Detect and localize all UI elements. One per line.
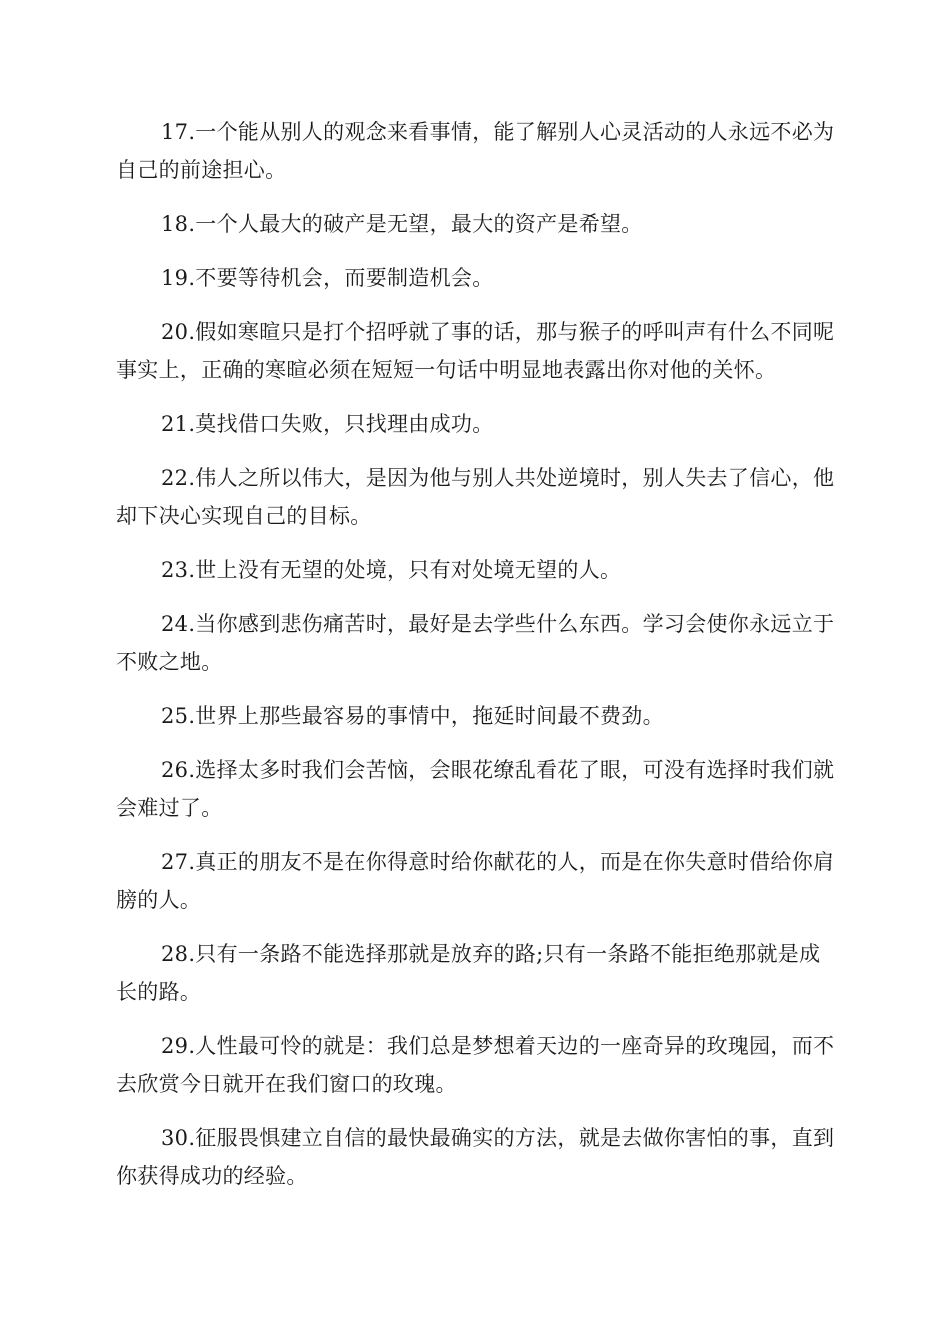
quote-paragraph-18: 18.一个人最大的破产是无望，最大的资产是希望。 — [161, 212, 643, 236]
quote-paragraph-30: 30.征服畏惧建立自信的最快最确实的方法，就是去做你害怕的事，直到你获得成功的经验。 — [116, 1126, 835, 1188]
quote-paragraph-20: 20.假如寒暄只是打个招呼就了事的话，那与猴子的呼叫声有什么不同呢事实上，正确的寒暄必须在短短一句话中明显地表露出你对他的关怀。 — [116, 320, 835, 382]
quote-paragraph-28: 28.只有一条路不能选择那就是放弃的路;只有一条路不能拒绝那就是成长的路。 — [116, 942, 821, 1004]
quote-paragraph-29: 29.人性最可怜的就是：我们总是梦想着天边的一座奇异的玫瑰园，而不去欣赏今日就开在我们窗口的玫瑰。 — [116, 1034, 835, 1096]
quote-paragraph-21: 21.莫找借口失败，只找理由成功。 — [161, 412, 494, 436]
quote-list — [116, 113, 836, 1211]
quote-paragraph-25: 25.世界上那些最容易的事情中，拖延时间最不费劲。 — [161, 704, 664, 728]
quote-paragraph-23: 23.世上没有无望的处境，只有对处境无望的人。 — [161, 558, 622, 582]
quote-paragraph-24: 24.当你感到悲伤痛苦时，最好是去学些什么东西。学习会使你永远立于不败之地。 — [116, 612, 835, 674]
quote-paragraph-26: 26.选择太多时我们会苦恼，会眼花缭乱看花了眼，可没有选择时我们就会难过了。 — [116, 758, 835, 820]
quote-paragraph-17: 17.一个能从别人的观念来看事情，能了解别人心灵活动的人永远不必为自己的前途担心。 — [116, 120, 835, 182]
quote-paragraph-19: 19.不要等待机会，而要制造机会。 — [161, 266, 494, 290]
quote-paragraph-22: 22.伟人之所以伟大，是因为他与别人共处逆境时，别人失去了信心，他却下决心实现自己的目标。 — [116, 466, 835, 528]
quote-paragraph-27: 27.真正的朋友不是在你得意时给你献花的人，而是在你失意时借给你肩膀的人。 — [116, 850, 835, 912]
